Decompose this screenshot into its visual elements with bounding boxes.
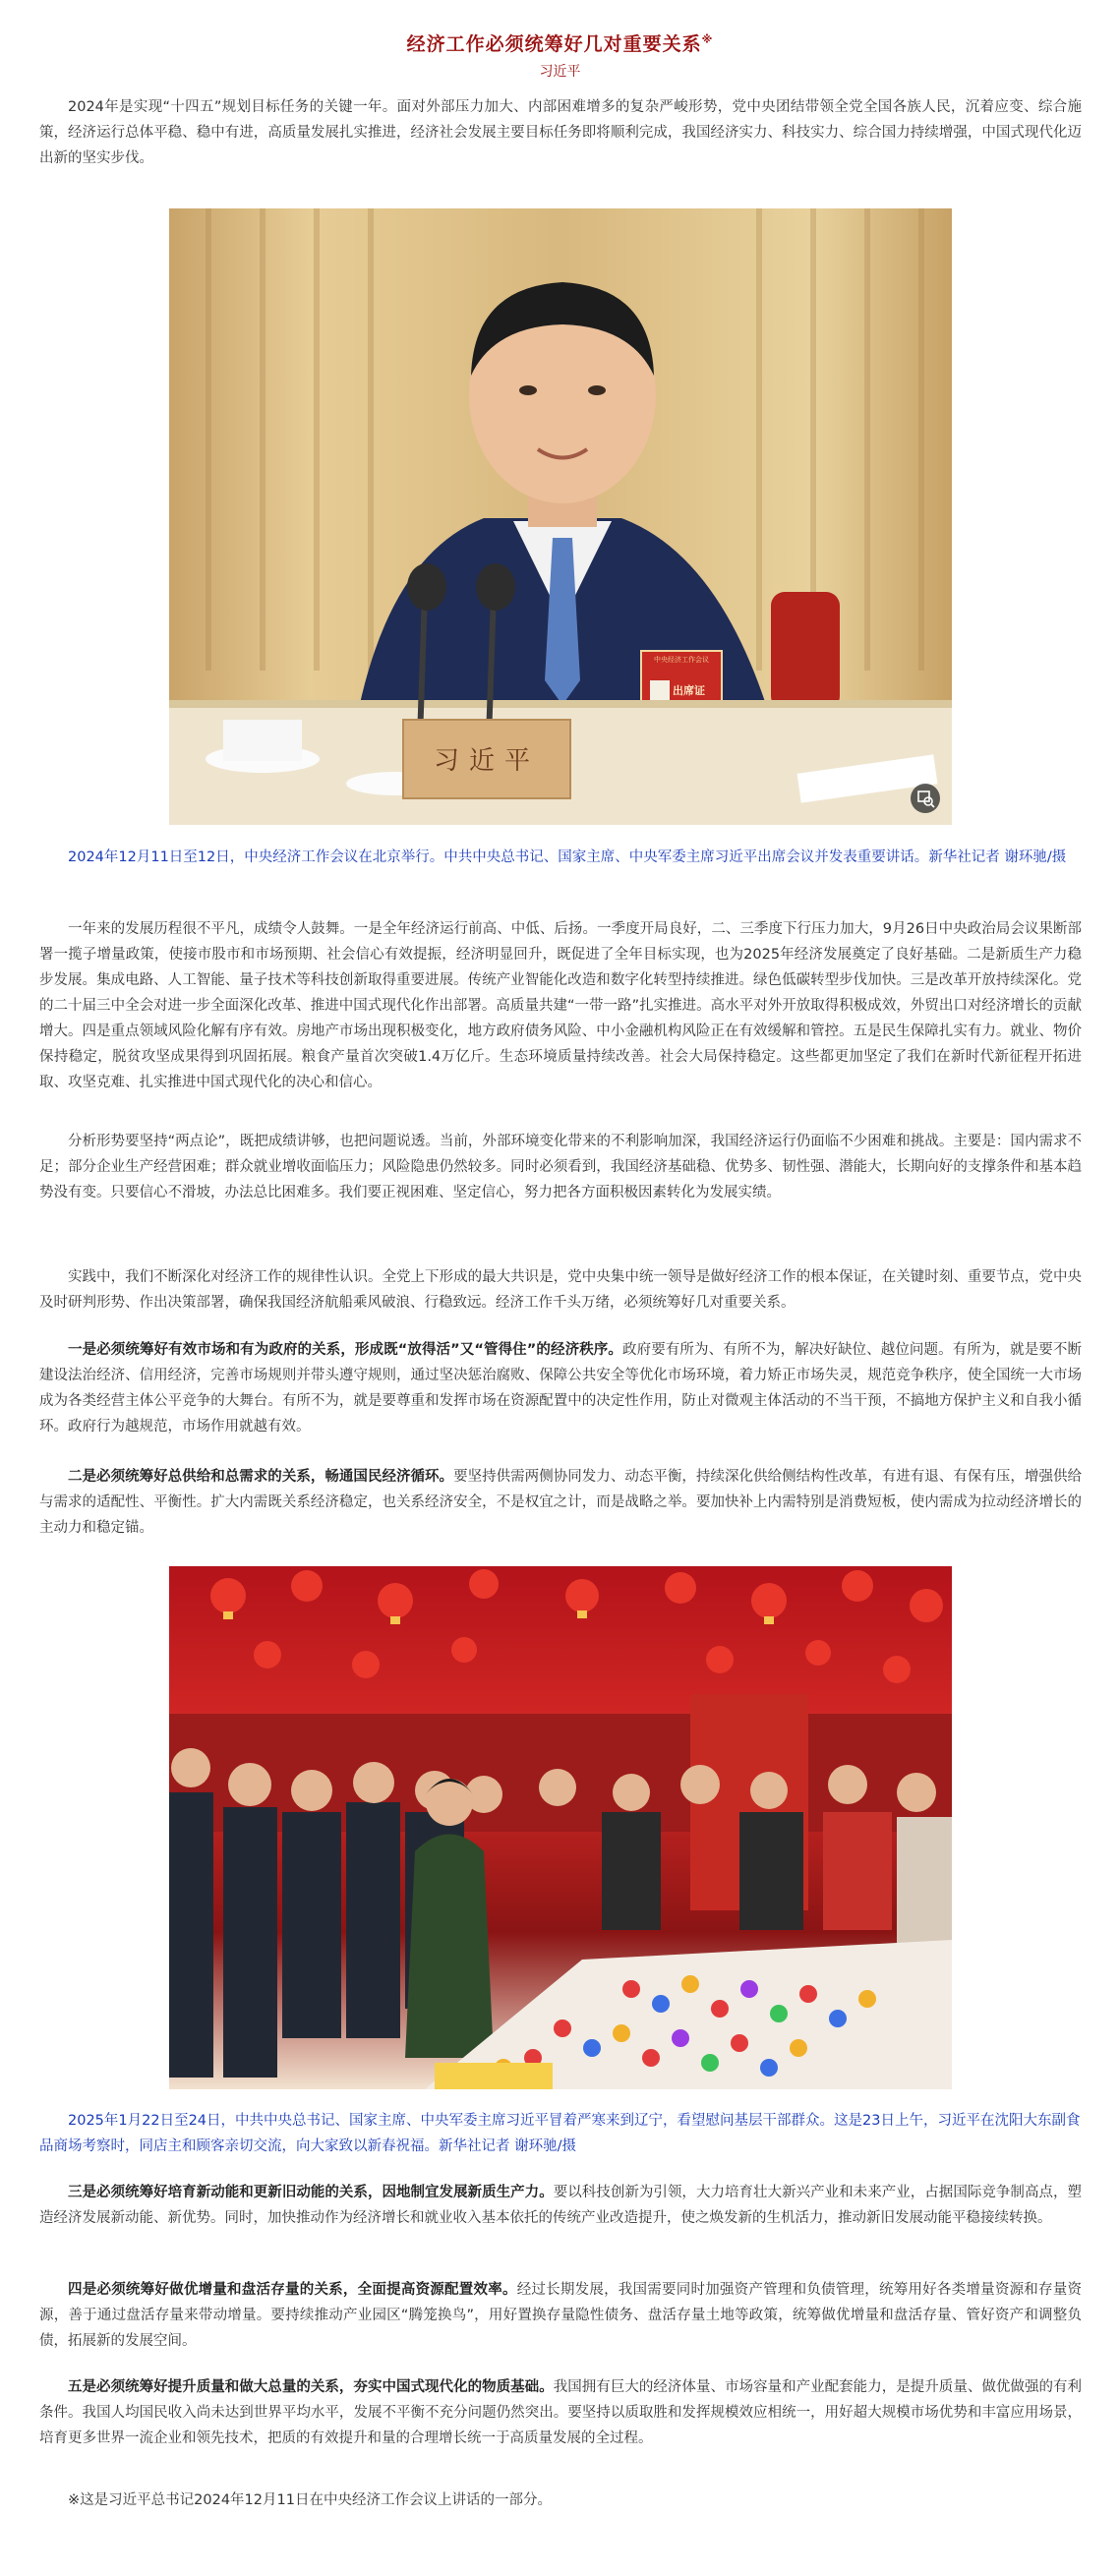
section-2-heading: 二是必须统筹好总供给和总需求的关系，畅通国民经济循环。 <box>68 1469 454 1485</box>
photo-caption-market: 2025年1月22日至24日，中共中央总书记、国家主席、中央军委主席习近平冒着严寒来到辽宁，看望慰问基层干部群众。这是23日上午，习近平在沈阳大东副食品商场考察时，同店主和顾客亲切交流，向大家致以新春祝福。新华社记者 谢环驰/摄 <box>39 2113 1081 2154</box>
section-3-body: 要以科技创新为引领，大力培育壮大新兴产业和未来产业，占据国际竞争制高点，塑造经济发展新动能、新优势。同时，加快推动作为经济增长和就业收入基本依托的传统产业改造提升，使之焕发新的生机活力，推动新旧发展动能平稳接续转换。 <box>39 2185 1083 2226</box>
section-1 <box>39 1337 1082 1439</box>
section-4-heading: 四是必须统筹好做优增量和盘活存量的关系，全面提高资源配置效率。 <box>68 2282 517 2298</box>
paragraph-intro: 2024年是实现“十四五”规划目标任务的关键一年。面对外部压力加大、内部困难增多的复杂严峻形势，党中央团结带领全党全国各族人民，沉着应变、综合施策，经济运行总体平稳、稳中有进，高质量发展扎实推进，经济社会发展主要目标任务即将顺利完成，我国经济实力、科技实力、综合国力持续增强，中国式现代化迈出新的坚实步伐。 <box>39 99 1082 166</box>
title-note-mark: ※ <box>701 32 714 46</box>
photo-conference[interactable] <box>169 208 952 825</box>
article-title-text: 经济工作必须统筹好几对重要关系 <box>406 33 702 55</box>
image-search-icon[interactable] <box>911 784 940 813</box>
section-3 <box>39 2180 1082 2231</box>
nameplate-text: 习近平 <box>433 746 540 776</box>
photo-caption-conference: 2024年12月11日至12日，中央经济工作会议在北京举行。中共中央总书记、国家主席、中央军委主席习近平出席会议并发表重要讲话。新华社记者 谢环驰/摄 <box>68 849 1067 865</box>
section-3-heading: 三是必须统筹好培育新动能和更新旧动能的关系，因地制宜发展新质生产力。 <box>68 2185 554 2200</box>
article-title <box>0 29 1120 56</box>
section-5-heading: 五是必须统筹好提升质量和做大总量的关系，夯实中国式现代化的物质基础。 <box>68 2379 554 2395</box>
conference-photo-illustration <box>169 208 952 825</box>
section-4-body: 经过长期发展，我国需要同时加强资产管理和负债管理，统筹用好各类增量资源和存量资源，善于通过盘活存量来带动增量。要持续推动产业园区“腾笼换鸟”，用好置换存量隐性债务、盘活存量土地等政策，统筹做优增量和盘活存量、管好资产和调整负债，拓展新的发展空间。 <box>39 2282 1082 2349</box>
section-2-body: 要坚持供需两侧协同发力、动态平衡，持续深化供给侧结构性改革，有进有退、有保有压，增强供给与需求的适配性、平衡性。扩大内需既关系经济稳定，也关系经济安全，不是权宜之计，而是战略之举。要加快补上内需特别是消费短板，使内需成为拉动经济增长的主动力和稳定锚。 <box>39 1469 1082 1536</box>
section-5 <box>39 2374 1082 2451</box>
article-author: 习近平 <box>539 64 581 80</box>
badge-role: 出席证 <box>673 684 705 697</box>
section-1-heading: 一是必须统筹好有效市场和有为政府的关系，形成既“放得活”又“管得住”的经济秩序。 <box>68 1342 622 1358</box>
paragraph-analysis: 分析形势要坚持“两点论”，既把成绩讲够，也把问题说透。当前，外部环境变化带来的不利影响加深，我国经济运行仍面临不少困难和挑战。主要是：国内需求不足；部分企业生产经营困难；群众就业增收面临压力；风险隐患仍然较多。同时必须看到，我国经济基础稳、优势多、韧性强、潜能大，长期向好的支撑条件和基本趋势没有变。只要信心不滑坡，办法总比困难多。我们要正视困难、坚定信心，努力把各方面积极因素转化为发展实绩。 <box>39 1134 1082 1200</box>
market-photo-illustration <box>169 1566 952 2089</box>
paragraph-practice: 实践中，我们不断深化对经济工作的规律性认识。全党上下形成的最大共识是，党中央集中统一领导是做好经济工作的根本保证，在关键时刻、重要节点，党中央及时研判形势、作出决策部署，确保我国经济航船乘风破浪、行稳致远。经济工作千头万绪，必须统筹好几对重要关系。 <box>39 1269 1082 1311</box>
photo-market-visit[interactable] <box>169 1566 952 2089</box>
section-4 <box>39 2277 1082 2354</box>
section-5-body: 我国拥有巨大的经济体量、市场容量和产业配套能力，是提升质量、做优做强的有利条件。我国人均国民收入尚未达到世界平均水平，发展不平衡不充分问题仍然突出。要坚持以质取胜和发挥规模效应相统一，用好超大规模市场优势和丰富应用场景，培育更多世界一流企业和领先技术，把质的有效提升和量的合理增长统一于高质量发展的全过程。 <box>39 2379 1083 2446</box>
footnote: ※这是习近平总书记2024年12月11日在中央经济工作会议上讲话的一部分。 <box>68 2492 552 2508</box>
section-1-body: 政府要有所为、有所不为，解决好缺位、越位问题。有所为，就是要不断建设法治经济、信用经济，完善市场规则并带头遵守规则，通过坚决惩治腐败、保障公共安全等优化市场环境，着力矫正市场失灵，规范竞争秩序，使全国统一大市场成为各类经营主体公平竞争的大舞台。有所不为，就是要尊重和发挥市场在资源配置中的决定性作用，防止对微观主体活动的不当干预，不搞地方保护主义和自我小循环。政府行为越规范，市场作用就越有效。 <box>39 1342 1082 1434</box>
badge-title: 中央经济工作会议 <box>654 656 709 664</box>
paragraph-achievements: 一年来的发展历程很不平凡，成绩令人鼓舞。一是全年经济运行前高、中低、后扬。一季度开局良好，二、三季度下行压力加大，9月26日中央政治局会议果断部署一揽子增量政策，使接市股市和市场预期、社会信心有效提振，经济明显回升，既促进了全年目标实现，也为2025年经济发展奠定了良好基础。二是新质生产力稳步发展。集成电路、人工智能、量子技术等科技创新取得重要进展。传统产业智能化改造和数字化转型持续推进。绿色低碳转型步伐加快。三是改革开放持续深化。党的二十届三中全会对进一步全面深化改革、推进中国式现代化作出部署。高质量共建“一带一路”扎实推进。高水平对外开放取得积极成效，外贸出口对经济增长的贡献增大。四是重点领域风险化解有序有效。房地产市场出现积极变化，地方政府债务风险、中小金融机构风险正在有效缓解和管控。五是民生保障扎实有力。就业、物价保持稳定，脱贫攻坚成果得到巩固拓展。粮食产量首次突破1.4万亿斤。生态环境质量持续改善。社会大局保持稳定。这些都更加坚定了我们在新时代新征程开拓进取、攻坚克难、扎实推进中国式现代化的决心和信心。 <box>39 921 1082 1090</box>
section-2 <box>39 1464 1082 1541</box>
